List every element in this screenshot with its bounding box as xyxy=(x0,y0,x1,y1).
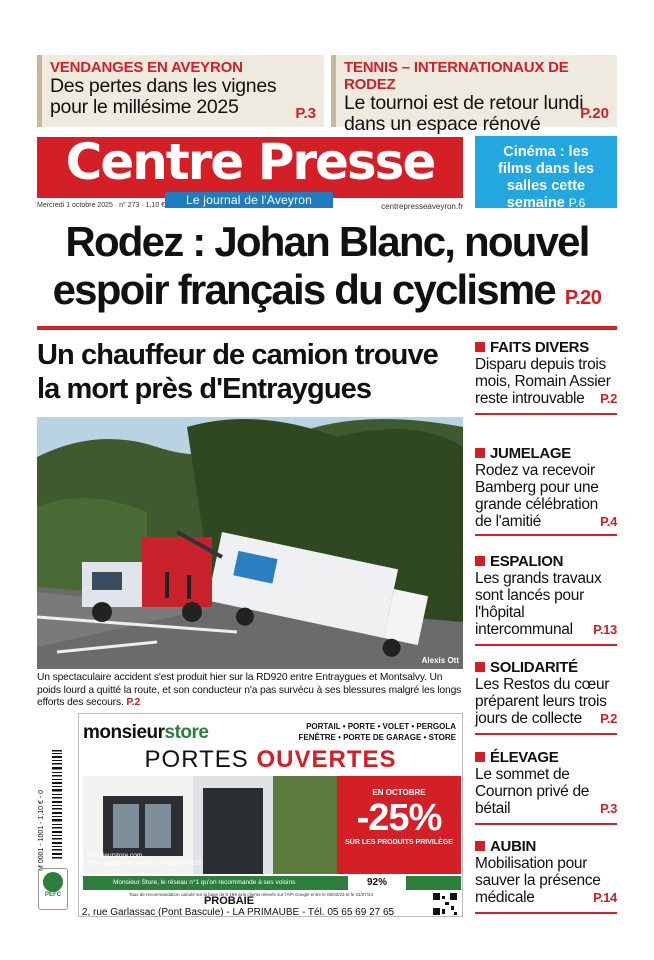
brief-text xyxy=(475,766,617,817)
teaser-vendanges[interactable] xyxy=(37,55,324,127)
brief-kicker-text: ÉLEVAGE xyxy=(490,749,559,766)
brief-body: Le sommet de Cournon privé de bétail xyxy=(475,766,590,817)
ad-website: monsieurstore.com xyxy=(87,852,143,859)
ad-portes: PORTES xyxy=(144,746,249,773)
teaser-kicker: TENNIS – INTERNATIONAUX DE RODEZ xyxy=(344,59,569,93)
ad-services xyxy=(299,721,456,743)
red-square-icon xyxy=(475,448,485,458)
ad-address: 2, rue Garlassac (Pont Bascule) - LA PRIMAUBE - Tél. 05 65 69 27 65 xyxy=(81,907,395,917)
ad-promo-sub: SUR LES PRODUITS PRIVILÈGE xyxy=(345,839,453,846)
brief-text xyxy=(475,676,617,727)
brief-body: Les Restos du cœur préparent leurs trois jours de collecte xyxy=(475,676,610,727)
red-square-icon xyxy=(475,556,485,566)
ad-portes-ouvertes xyxy=(79,746,462,774)
ad-services-line: PORTAIL • PORTE • VOLET • PERGOLA xyxy=(306,722,456,731)
masthead-tagline: Le journal de l'Aveyron xyxy=(165,192,333,208)
brief-elevage[interactable] xyxy=(475,749,617,817)
ad-services-line: FENÊTRE • PORTE DE GARAGE • STORE xyxy=(298,733,456,742)
ad-rating: 92% xyxy=(348,876,406,890)
lead-title[interactable]: Un chauffeur de camion trouve la mort près d'Entraygues xyxy=(37,339,438,405)
brief-page: P.3 xyxy=(600,801,617,816)
teaser-text: Le tournoi est de retour lundi dans un espace rénové xyxy=(344,92,584,135)
brief-page: P.4 xyxy=(600,514,617,529)
qr-code-icon xyxy=(432,892,458,916)
ad-brand-a: monsieur xyxy=(83,722,165,743)
brief-text xyxy=(475,356,617,407)
brief-rule xyxy=(475,733,617,735)
brief-text xyxy=(475,855,617,906)
ad-fine-print: Taux de recommandation calculé sur la base de 8 199 avis clients relevés sur l'API Google entre le 09/02/23 et le 31/07/24 xyxy=(129,892,374,897)
brief-body: Rodez va recevoir Bamberg pour une grande célébration de l'amitié xyxy=(475,462,599,530)
brief-kicker-text: FAITS DIVERS xyxy=(490,339,589,356)
red-square-icon xyxy=(475,342,485,352)
teaser-page: P.3 xyxy=(295,105,316,122)
ad-validity: Offre valable du 1er au 31 octobre 2025 xyxy=(87,860,202,867)
brief-aubin[interactable] xyxy=(475,838,617,906)
brief-solidarite[interactable] xyxy=(475,659,617,727)
pefc-label: PEFC xyxy=(44,892,61,898)
brief-page: P.2 xyxy=(600,711,617,726)
main-headline[interactable] xyxy=(37,218,617,322)
brief-page: P.14 xyxy=(593,890,617,905)
ad-shop: PROBAIE xyxy=(203,895,255,907)
red-square-icon xyxy=(475,662,485,672)
ad-brand-b: store xyxy=(164,722,209,743)
photo-caption xyxy=(37,672,463,710)
ad-brand xyxy=(83,722,209,744)
cinema-text: Cinéma : les films dans les salles cette semaine xyxy=(498,144,594,211)
brief-page: P.13 xyxy=(593,622,617,637)
brief-rule xyxy=(475,912,617,914)
teaser-text: Des pertes dans les vignes pour le millésime 2025 xyxy=(50,75,277,118)
caption-page: P.2 xyxy=(126,697,141,708)
brief-espalion[interactable] xyxy=(475,553,617,638)
ad-promo-month: EN OCTOBRE xyxy=(372,788,426,797)
photo-credit: Alexis Ott xyxy=(421,656,459,665)
cinema-box[interactable] xyxy=(475,136,617,211)
ad-ouvertes: OUVERTES xyxy=(256,746,397,773)
brief-rule xyxy=(475,534,617,536)
masthead xyxy=(37,133,463,198)
brief-rule xyxy=(475,644,617,646)
brief-rule xyxy=(475,823,617,825)
accident-photo xyxy=(37,417,463,669)
brief-kicker-text: JUMELAGE xyxy=(490,445,571,462)
dateline: Mercredi 1 octobre 2025 · n° 273 · 1,10 € xyxy=(37,202,166,209)
ad-web xyxy=(87,852,202,868)
newspaper-name: Centre Presse xyxy=(65,133,435,191)
tree-icon xyxy=(43,872,63,892)
pefc-logo xyxy=(38,868,68,910)
teaser-tennis[interactable] xyxy=(331,55,617,135)
brief-kicker xyxy=(475,749,617,766)
ad-promo-value: -25% xyxy=(356,797,442,839)
brief-kicker xyxy=(475,339,617,356)
ad-monsieur-store[interactable] xyxy=(78,713,463,917)
cinema-page: P.6 xyxy=(568,196,586,210)
teaser-kicker: VENDANGES EN AVEYRON xyxy=(50,59,243,76)
brief-text xyxy=(475,462,617,530)
brief-body: Mobilisation pour sauver la présence médicale xyxy=(475,855,601,906)
brief-kicker xyxy=(475,553,617,570)
brief-jumelage[interactable] xyxy=(475,445,617,530)
headline-text: Rodez : Johan Blanc, nouvel espoir français du cyclisme xyxy=(52,218,589,313)
brief-rule xyxy=(475,413,617,415)
ad-promo xyxy=(337,776,461,874)
brief-kicker xyxy=(475,445,617,462)
brief-kicker-text: SOLIDARITÉ xyxy=(490,659,578,676)
teaser-page: P.20 xyxy=(580,105,609,122)
brief-body: Disparu depuis trois mois, Romain Assier reste introuvable xyxy=(475,356,611,407)
brief-kicker-text: ESPALION xyxy=(490,553,564,570)
ad-network: Monsieur Store, le réseau n°1 qu'on recommande à ses voisins xyxy=(83,876,461,890)
brief-text xyxy=(475,570,617,638)
brief-body: Les grands travaux sont lancés pour l'hôpital intercommunal xyxy=(475,570,602,638)
barcode-number: M 0001 - 1001 - 1,10 € - 0 xyxy=(38,790,45,871)
brief-kicker-text: AUBIN xyxy=(490,838,536,855)
caption-text: Un spectaculaire accident s'est produit hier sur la RD920 entre Entraygues et Montsalvy. Un poids lourd a quitté la route, et son conducteur n'a pas survécu à ses blessures malgré les longs efforts des secours. xyxy=(37,672,462,708)
red-square-icon xyxy=(475,841,485,851)
brief-kicker xyxy=(475,838,617,855)
red-square-icon xyxy=(475,752,485,762)
headline-page: P.20 xyxy=(564,287,602,309)
brief-kicker xyxy=(475,659,617,676)
website-link[interactable]: centrepresseaveyron.fr xyxy=(381,202,463,211)
headline-rule xyxy=(37,326,617,330)
brief-faits-divers[interactable] xyxy=(475,339,617,407)
brief-page: P.2 xyxy=(600,391,617,406)
